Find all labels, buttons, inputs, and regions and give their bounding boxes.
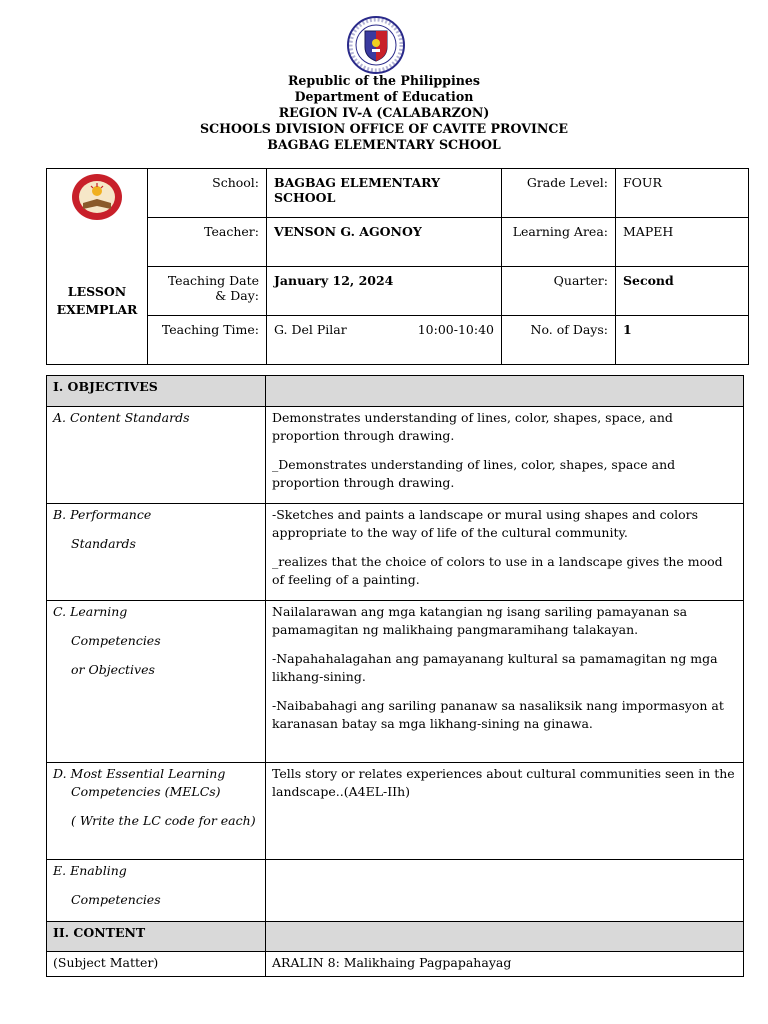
subject-matter-value: ARALIN 8: Malikhaing Pagpapahayag [266,952,744,977]
school-logo-cell [47,169,148,365]
teaching-date-value: January 12, 2024 [267,267,502,316]
content-heading: II. CONTENT [47,922,266,952]
teaching-time-cell [267,316,502,365]
enabling-competencies-label-1: E. Enabling [53,863,127,878]
teaching-time-label: Teaching Time: [148,316,267,365]
learning-competencies-cell [266,601,744,763]
days-label: No. of Days: [502,316,616,365]
learning-competencies-label-cell [47,601,266,763]
learning-competencies-label-1: C. Learning [53,604,128,619]
performance-standards-cell [266,504,744,601]
melcs-label-1: D. Most Essential Learning Competencies (MELCs) [53,766,226,799]
learning-competencies-text-2: -Napahahalagahan ang pamayanang kultural sa pamamagitan ng mga likhang-sining. [272,651,718,684]
performance-standards-label-2: Standards [71,536,136,551]
learning-competencies-text-3: -Naibabahagi ang sariling pananaw sa nasaliksik nang impormasyon at karanasan batay sa mga likhang-sining na ginawa. [272,698,724,731]
enabling-competencies-label-2: Competencies [71,892,161,907]
content-standards-text-2: _Demonstrates understanding of lines, color, shapes, space and proportion through drawing. [272,457,676,490]
school-logo-icon [71,173,123,221]
subject-matter-label: (Subject Matter) [47,952,266,977]
header-school: BAGBAG ELEMENTARY SCHOOL [267,137,501,152]
lesson-info-table [46,168,749,365]
learning-area-label: Learning Area: [502,218,616,267]
learning-competencies-label-3: or Objectives [71,662,155,677]
deped-seal-icon [341,15,411,75]
header-region: REGION IV-A (CALABARZON) [278,105,490,120]
learning-competencies-label-2: Competencies [71,633,161,648]
lesson-exemplar-label: LESSON EXEMPLAR [56,284,138,317]
melcs-label-cell [47,763,266,860]
objectives-table [46,375,744,977]
header-republic: Republic of the Philippines [287,73,481,88]
learning-competencies-text-1: Nailalarawan ang mga katangian ng isang sariling pamayanan sa pamamagitan ng malikhaing pangmaramihang talakayan. [272,604,688,637]
objectives-heading-blank [266,376,744,407]
days-value: 1 [616,316,749,365]
teaching-section: G. Del Pilar [274,322,347,337]
content-standards-text-1: Demonstrates understanding of lines, color, shapes, space, and proportion through drawing. [272,410,673,443]
content-standards-cell [266,407,744,504]
enabling-competencies-cell [266,860,744,922]
melcs-text: Tells story or relates experiences about cultural communities seen in the landscape..(A4EL-IIh) [272,766,735,799]
melcs-cell [266,763,744,860]
enabling-competencies-label-cell [47,860,266,922]
performance-standards-text-1: -Sketches and paints a landscape or mural using shapes and colors appropriate to the way of life of the cultural community. [272,507,699,540]
performance-standards-text-2: _realizes that the choice of colors to use in a landscape gives the mood of feeling of a painting. [272,554,723,587]
content-heading-blank [266,922,744,952]
grade-level-label: Grade Level: [502,169,616,218]
teaching-date-label: Teaching Date & Day: [148,267,267,316]
quarter-value: Second [616,267,749,316]
header-division: SCHOOLS DIVISION OFFICE OF CAVITE PROVINCE [199,121,569,136]
teacher-label: Teacher: [148,218,267,267]
performance-standards-label-1: B. Performance [53,507,152,522]
content-standards-label: A. Content Standards [47,407,266,504]
objectives-heading: I. OBJECTIVES [47,376,266,407]
teaching-time-value: 10:00-10:40 [417,322,494,337]
school-label: School: [148,169,267,218]
school-value: BAGBAG ELEMENTARY SCHOOL [267,169,502,218]
header-department: Department of Education [294,89,474,104]
teacher-value: VENSON G. AGONOY [267,218,502,267]
grade-level-value: FOUR [616,169,749,218]
performance-standards-label-cell [47,504,266,601]
learning-area-value: MAPEH [616,218,749,267]
quarter-label: Quarter: [502,267,616,316]
melcs-label-2: ( Write the LC code for each) [71,813,256,828]
